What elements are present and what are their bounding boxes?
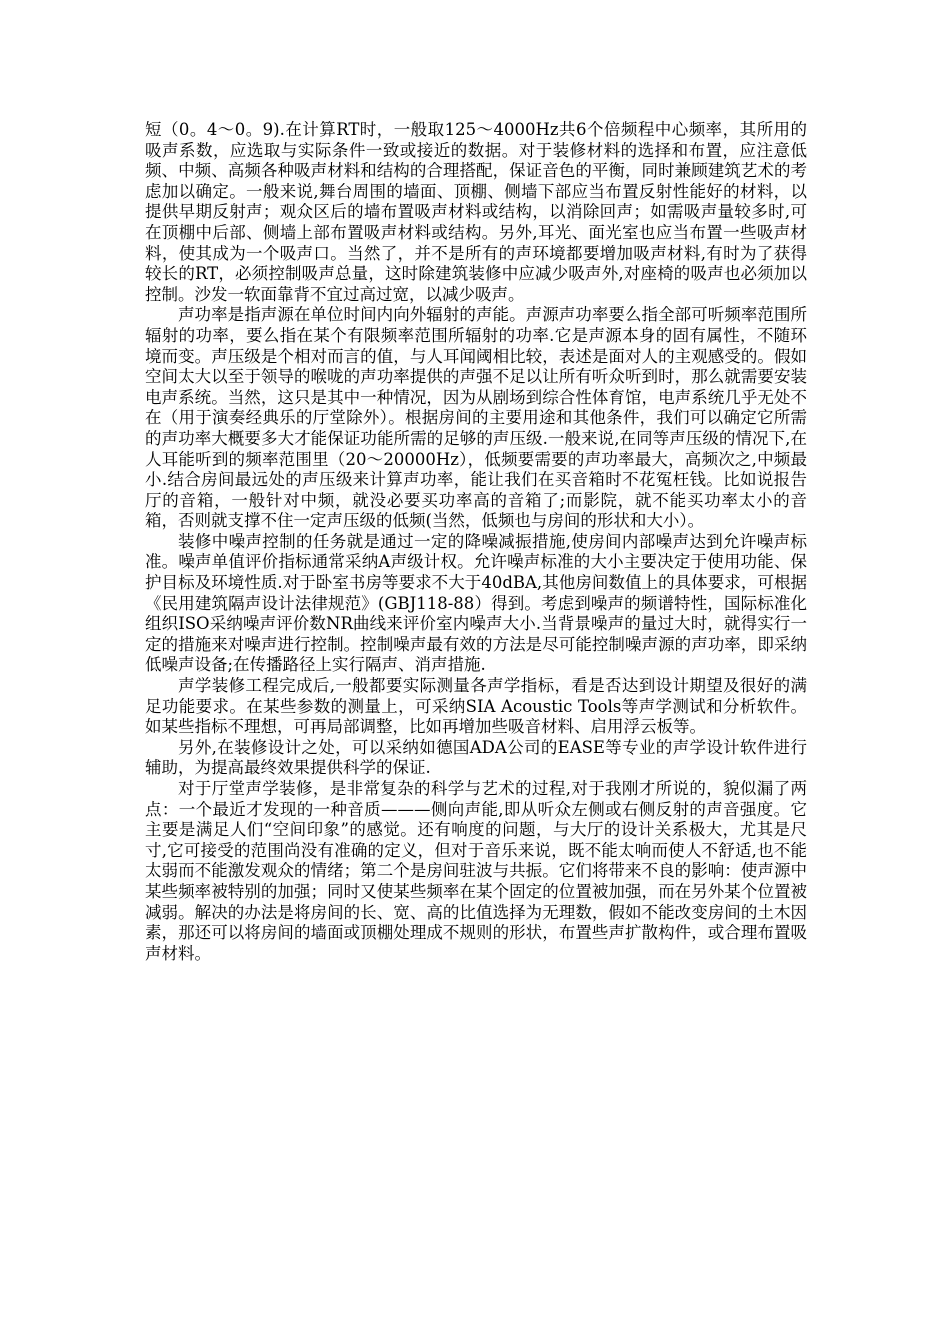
paragraph-hall-acoustics: 对于厅堂声学装修，是非常复杂的科学与艺术的过程,对于我刚才所说的，貌似漏了两点：一个最近才发现的一种音质———侧向声能,即从听众左侧或右侧反射的声音强度。它主要是满足人们“空间印象”的感觉。还有响度的问题，与大厅的设计关系极大，尤其是尺寸,它可接受的范围尚没有准确的定义，但对于音乐来说，既不能太响而使人不舒适,也不能太弱而不能激发观众的情绪；第二个是房间驻波与共振。它们将带来不良的影响：使声源中某些频率被特别的加强；同时又使某些频率在某个固定的位置被加强，而在另外某个位置被减弱。解决的办法是将房间的长、宽、高的比值选择为无理数，假如不能改变房间的土木因素，那还可以将房间的墙面或顶棚处理成不规则的形状，布置些声扩散构件，或合理布置吸声材料。 — [145, 779, 807, 963]
paragraph-measurement: 声学装修工程完成后,一般都要实际测量各声学指标，看是否达到设计期望及很好的满足功能要求。在某些参数的测量上，可采纳SIA Acoustic Tools等声学测试和分析软件。如某些指标不理想，可再局部调整，比如再增加些吸音材料、启用浮云板等。 — [145, 676, 807, 737]
paragraph-noise-control: 装修中噪声控制的任务就是通过一定的降噪减振措施,使房间内部噪声达到允许噪声标准。噪声单值评价指标通常采纳A声级计权。允许噪声标准的大小主要决定于使用功能、保护目标及环境性质.对于卧室书房等要求不大于40dBA,其他房间数值上的具体要求，可根据《民用建筑隔声设计法律规范》(GBJ118-88）得到。考虑到噪声的频谱特性，国际标准化组织ISO采纳噪声评价数NR曲线来评价室内噪声大小.当背景噪声的量过大时，就得实行一定的措施来对噪声进行控制。控制噪声最有效的方法是尽可能控制噪声源的声功率，即采纳低噪声设备;在传播路径上实行隔声、消声措施. — [145, 531, 807, 675]
paragraph-sound-power: 声功率是指声源在单位时间内向外辐射的声能。声源声功率要么指全部可听频率范围所辐射的功率，要么指在某个有限频率范围所辐射的功率.它是声源本身的固有属性，不随环境而变。声压级是个相对而言的值，与人耳闻阈相比较，表述是面对人的主观感受的。假如空间太大以至于领导的喉咙的声功率提供的声强不足以让所有听众听到时，那么就需要安装电声系统。当然，这只是其中一种情况，因为从剧场到综合性体育馆，电声系统几乎无处不在（用于演奏经典乐的厅堂除外）。根据房间的主要用途和其他条件，我们可以确定它所需的声功率大概要多大才能保证功能所需的足够的声压级.一般来说,在同等声压级的情况下,在人耳能听到的频率范围里（20～20000Hz），低频要需要的声功率最大，高频次之,中频最小.结合房间最远处的声压级来计算声功率，能让我们在买音箱时不花冤枉钱。比如说报告厅的音箱，一般针对中频，就没必要买功率高的音箱了;而影院，就不能买功率太小的音箱，否则就支撑不住一定声压级的低频(当然，低频也与房间的形状和大小）。 — [145, 305, 807, 531]
document-body — [145, 120, 807, 964]
paragraph-continuation: 短（0。4～0。9).在计算RT时，一般取125～4000Hz共6个倍频程中心频率，其所用的吸声系数，应选取与实际条件一致或接近的数据。对于装修材料的选择和布置，应注意低频、中频、高频各种吸声材料和结构的合理搭配，保证音色的平衡，同时兼顾建筑艺术的考虑加以确定。一般来说,舞台周围的墙面、顶棚、侧墙下部应当布置反射性能好的材料，以提供早期反射声；观众区后的墙布置吸声材料或结构，以消除回声；如需吸声量较多时,可在顶棚中后部、侧墙上部布置吸声材料或结构。另外,耳光、面光室也应当布置一些吸声材料，使其成为一个吸声口。当然了，并不是所有的声环境都要增加吸声材料,有时为了获得较长的RT，必须控制吸声总量，这时除建筑装修中应减少吸声外,对座椅的吸声也必须加以控制。沙发一软面靠背不宜过高过宽，以减少吸声。 — [145, 120, 807, 304]
paragraph-design-software: 另外,在装修设计之处，可以采纳如德国ADA公司的EASE等专业的声学设计软件进行辅助，为提高最终效果提供科学的保证. — [145, 737, 807, 778]
